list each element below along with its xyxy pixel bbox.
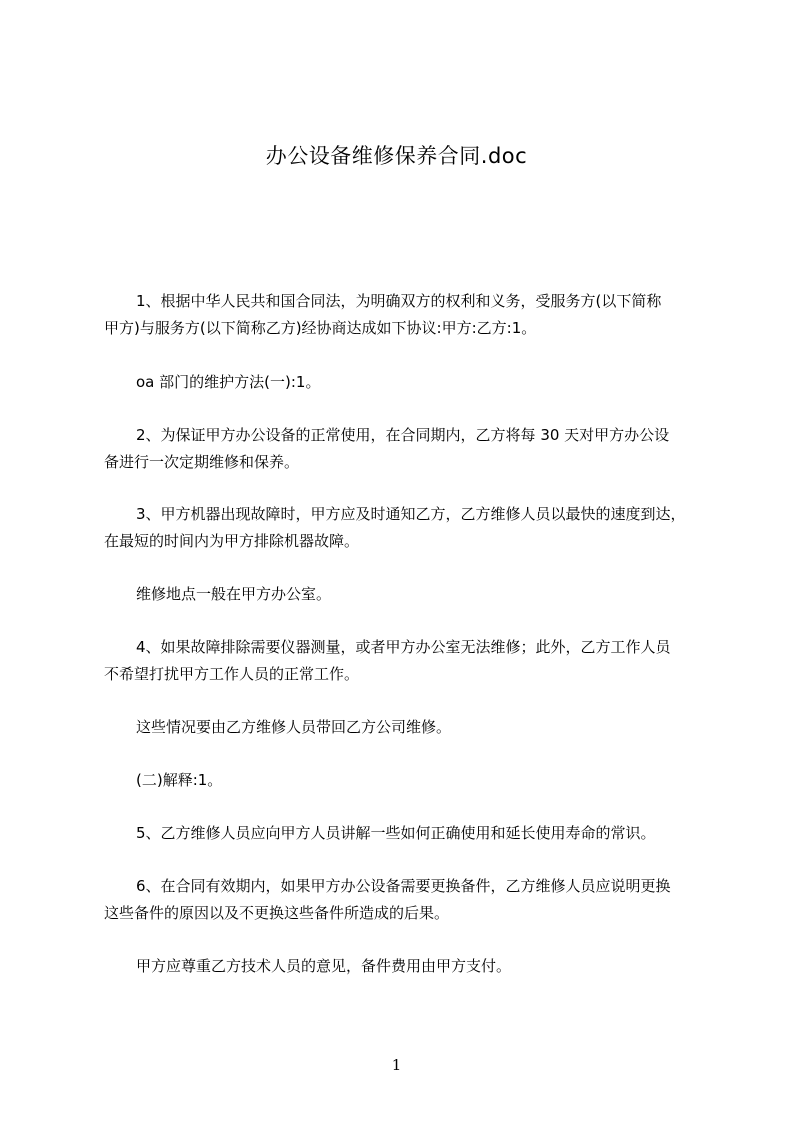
- paragraph-line: 3、甲方机器出现故障时，甲方应及时通知乙方，乙方维修人员以最快的速度到达，: [136, 505, 686, 523]
- paragraph-line: 这些备件的原因以及不更换这些备件所造成的后果。: [104, 904, 450, 922]
- page-number: 1: [391, 1056, 402, 1074]
- paragraph-3: [104, 422, 716, 476]
- paragraph-10: [104, 873, 716, 927]
- paragraph-8: [104, 767, 716, 794]
- paragraph-9: [104, 820, 716, 847]
- paragraph-line: oa 部门的维护方法(一):1。: [136, 373, 321, 391]
- paragraph-line: 1、根据中华人民共和国合同法，为明确双方的权利和义务，受服务方(以下简称: [136, 292, 662, 310]
- paragraph-line: 2、为保证甲方办公设备的正常使用，在合同期内，乙方将每 30 天对甲方办公设: [136, 426, 670, 444]
- paragraph-2: [104, 369, 716, 396]
- paragraph-line: 不希望打扰甲方工作人员的正常工作。: [104, 665, 360, 683]
- paragraph-line: (二)解释:1。: [136, 771, 223, 789]
- paragraph-1: [104, 288, 716, 342]
- paragraph-line: 5、乙方维修人员应向甲方人员讲解一些如何正确使用和延长使用寿命的常识。: [136, 824, 656, 842]
- paragraph-4: [104, 501, 716, 555]
- paragraph-line: 4、如果故障排除需要仪器测量，或者甲方办公室无法维修；此外，乙方工作人员: [136, 638, 671, 656]
- paragraph-6: [104, 634, 716, 688]
- paragraph-line: 这些情况要由乙方维修人员带回乙方公司维修。: [136, 718, 452, 736]
- paragraph-line: 在最短的时间内为甲方排除机器故障。: [104, 532, 360, 550]
- paragraph-line: 甲方)与服务方(以下简称乙方)经协商达成如下协议:甲方:乙方:1。: [104, 319, 537, 337]
- paragraph-11: [104, 953, 716, 980]
- document-title: 办公设备维修保养合同.doc: [265, 144, 528, 168]
- paragraph-line: 备进行一次定期维修和保养。: [104, 453, 300, 471]
- paragraph-line: 维修地点一般在甲方办公室。: [136, 585, 332, 603]
- paragraph-5: [104, 581, 716, 608]
- paragraph-7: [104, 714, 716, 741]
- paragraph-line: 6、在合同有效期内，如果甲方办公设备需要更换备件，乙方维修人员应说明更换: [136, 877, 671, 895]
- paragraph-line: 甲方应尊重乙方技术人员的意见，备件费用由甲方支付。: [136, 957, 512, 975]
